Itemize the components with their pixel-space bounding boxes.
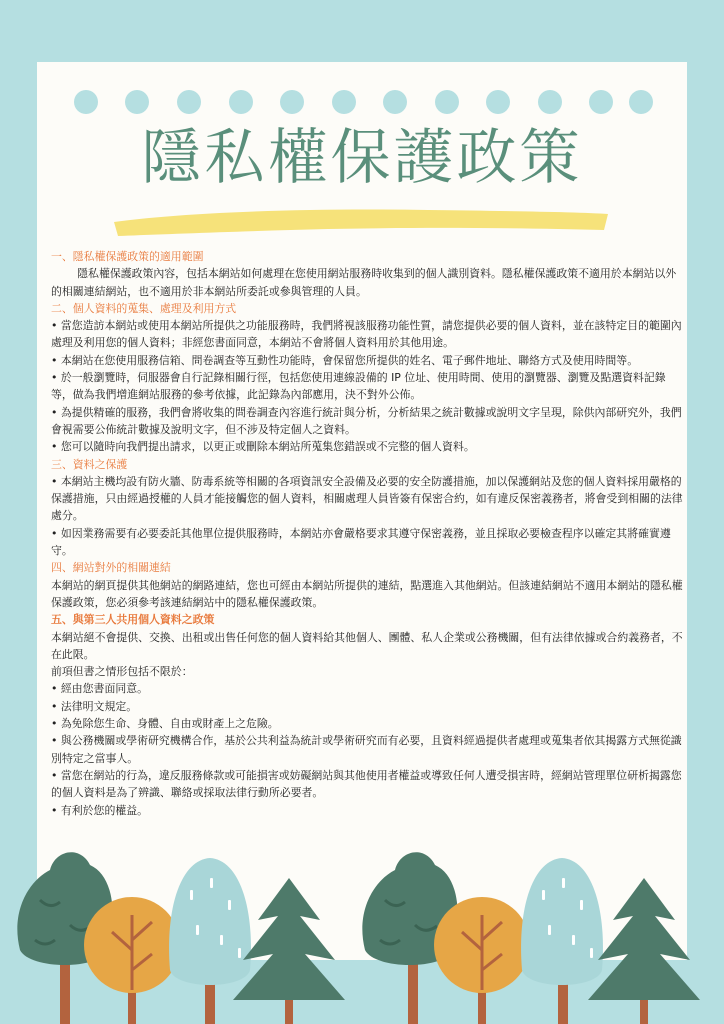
bullet-item: • 當您造訪本網站或使用本網站所提供之功能服務時，我們將視該服務功能性質，請您提供必要的個人資料，並在該特定目的範圍內處理及利用您的個人資料；非經您書面同意，本網站不會將個人資料用於其他用途。: [51, 319, 682, 350]
bullet-item: • 本網站在您使用服務信箱、問卷調查等互動性功能時，會保留您所提供的姓名、電子郵件地址、聯絡方式及使用時間等。: [51, 353, 639, 367]
bullet-item: • 於一般瀏覽時，伺服器會自行記錄相關行徑，包括您使用連線設備的 IP 位址、使用時間、使用的瀏覽器、瀏覽及點選資料記錄等，做為我們增進網站服務的參考依據，此記錄為內部應用，決不對外公佈。: [51, 371, 666, 402]
paragraph: 隱私權保護政策內容，包括本網站如何處理在您使用網站服務時收集到的個人識別資料。隱私權保護政策不適用於本網站以外的相關連結網站，也不適用於非本網站所委託或參與管理的人員。: [51, 267, 677, 298]
bullet-item: • 與公務機關或學術研究機構合作，基於公共利益為統計或學術研究而有必要，且資料經過提供者處理或蒐集者依其揭露方式無從識別特定之當事人。: [51, 734, 682, 765]
paragraph: 本網站絕不會提供、交換、出租或出售任何您的個人資料給其他個人、團體、私人企業或公務機關，但有法律依據或合約義務者，不在此限。: [51, 630, 683, 661]
bullet-item: • 您可以隨時向我們提出請求，以更正或刪除本網站所蒐集您錯誤或不完整的個人資料。: [51, 440, 475, 454]
section-heading: 一、隱私權保護政策的適用範圍: [51, 250, 204, 263]
bullet-item: • 為免除您生命、身體、自由或財產上之危險。: [51, 717, 279, 731]
paragraph: 本網站的網頁提供其他網站的網路連結，您也可經由本網站所提供的連結，點選進入其他網站。但該連結網站不適用本網站的隱私權保護政策，您必須參考該連結網站中的隱私權保護政策。: [51, 578, 683, 609]
bullet-item: • 如因業務需要有必要委託其他單位提供服務時，本網站亦會嚴格要求其遵守保密義務，並且採取必要檢查程序以確定其將確實遵守。: [51, 526, 671, 558]
tree-illustration: [0, 830, 724, 1024]
title-highlight-stroke: [108, 202, 616, 242]
section-heading: 四、網站對外的相關連結: [51, 561, 171, 575]
policy-content: [51, 248, 687, 819]
bullet-item: • 本網站主機均設有防火牆、防毒系統等相關的各項資訊安全設備及必要的安全防護措施，加以保護網站及您的個人資料採用嚴格的保護措施，只由經過授權的人員才能接觸您的個人資料，相關處理人員皆簽有保密合約，如有違反保密義務者，將會受到相關的法律處分。: [51, 474, 683, 523]
page-title: 隱私權保護政策: [141, 123, 583, 193]
bullet-item: • 當您在網站的行為，違反服務條款或可能損害或妨礙網站與其他使用者權益或導致任何人遭受損害時，經網站管理單位研析揭露您的個人資料是為了辨識、聯絡或採取法律行動所必要者。: [51, 768, 682, 800]
section-heading: 二、個人資料的蒐集、處理及利用方式: [51, 301, 237, 315]
section-heading: 五、與第三人共用個人資料之政策: [51, 613, 215, 627]
decorative-dots: [74, 90, 652, 114]
section-heading: 三、資料之保護: [51, 457, 128, 471]
bullet-item: • 為提供精確的服務，我們會將收集的問卷調查內容進行統計與分析，分析結果之統計數據或說明文字呈現，除供內部研究外，我們會視需要公佈統計數據及說明文字，但不涉及特定個人之資料。: [51, 405, 682, 436]
paragraph: 前項但書之情形包括不限於：: [51, 665, 193, 679]
bullet-item: • 經由您書面同意。: [51, 682, 149, 696]
bullet-item: • 有利於您的權益。: [51, 803, 149, 817]
bullet-item: • 法律明文規定。: [51, 699, 138, 713]
